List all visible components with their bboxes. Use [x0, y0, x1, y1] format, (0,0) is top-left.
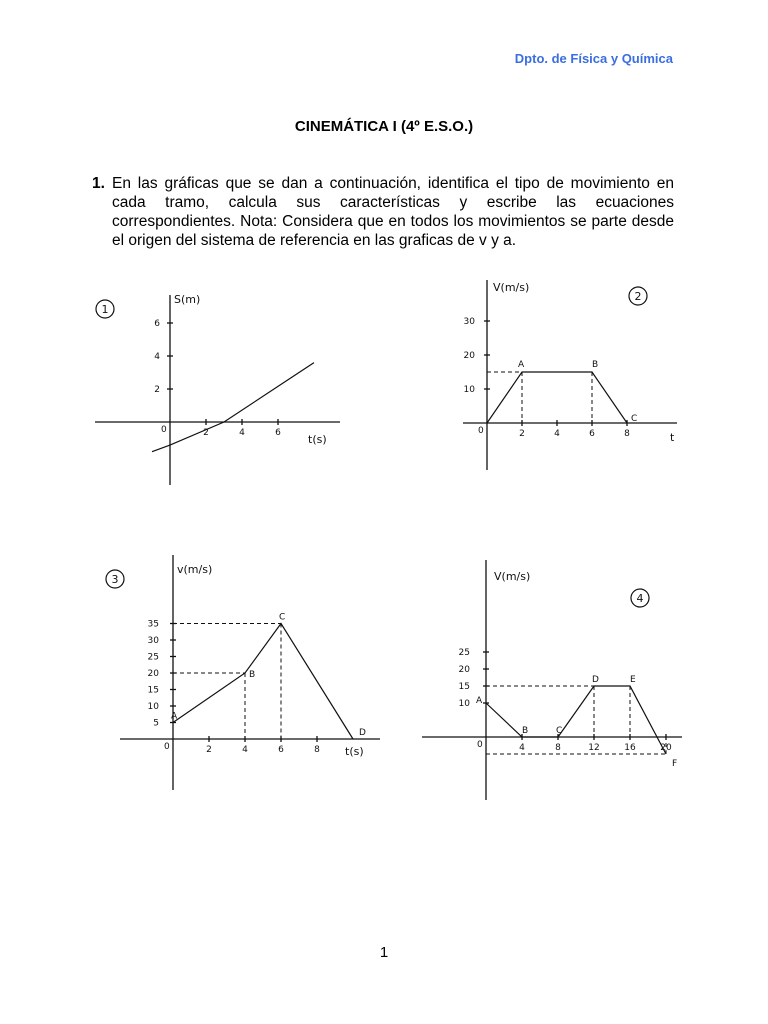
graph-3 [95, 555, 385, 795]
department-header: Dpto. de Física y Química [514, 51, 673, 66]
y-axis-label: V(m/s) [494, 570, 531, 583]
graph-number: 4 [636, 592, 644, 605]
x-tick-label: 4 [554, 429, 560, 439]
point-label-a: A [518, 360, 525, 370]
graph-2 [455, 275, 680, 475]
point-label-b: B [522, 726, 529, 736]
y-tick-label: 10 [147, 702, 159, 712]
question-number: 1. [92, 175, 105, 192]
x-tick-label: 6 [275, 428, 281, 438]
x-tick-label: 6 [278, 745, 284, 755]
y-axis-label: v(m/s) [177, 563, 213, 576]
point-label-d: D [592, 675, 599, 685]
point-label-a: A [171, 711, 178, 722]
origin-label: 0 [164, 742, 170, 752]
origin-label: 0 [161, 425, 167, 435]
y-tick-label: 15 [147, 685, 159, 696]
y-tick-label: 25 [147, 652, 159, 663]
x-tick-label: 2 [203, 428, 209, 438]
y-axis-label: V(m/s) [493, 281, 530, 294]
y-tick-label: 20 [147, 669, 159, 679]
y-tick-label: 20 [463, 351, 475, 361]
page-number: 1 [379, 944, 389, 961]
series-line [173, 624, 353, 740]
point-label-b: B [592, 360, 599, 370]
origin-label: 0 [477, 740, 483, 750]
x-tick-label: 6 [589, 429, 595, 439]
x-tick-label: 8 [555, 743, 561, 753]
y-tick-label: 10 [463, 385, 475, 395]
point-label-a: A [476, 696, 483, 706]
graph-1 [90, 285, 350, 485]
point-label-f: F [672, 759, 678, 769]
point-label-d: D [359, 728, 366, 738]
x-tick-label: 2 [519, 429, 525, 439]
page-title: CINEMÁTICA I (4º E.S.O.) [294, 118, 474, 135]
point-label-c: C [631, 414, 638, 424]
x-tick-label: 12 [588, 743, 600, 753]
series-line [152, 363, 314, 452]
y-tick-label: 5 [153, 718, 159, 729]
x-tick-label: 16 [624, 743, 636, 753]
question-1 [92, 174, 674, 250]
y-tick-label: 6 [154, 319, 160, 329]
y-tick-label: 35 [147, 619, 159, 630]
x-tick-label: 4 [519, 743, 525, 753]
y-tick-label: 25 [458, 648, 470, 658]
x-tick-label: 2 [206, 745, 212, 755]
question-text: En las gráficas que se dan a continuación, identifica el tipo de movimiento en cada tramo, calcula sus características y escribe las ecuaciones correspondientes. Nota: Considera que en todos los movimientos se parte desde el origen del sistema de referencia en las graficas de v y a. [112, 175, 674, 249]
origin-label: 0 [478, 426, 484, 436]
y-tick-label: 4 [154, 352, 160, 362]
y-tick-label: 2 [154, 385, 160, 395]
point-label-c: C [279, 612, 286, 623]
point-label-b: B [249, 670, 256, 680]
graph-number: 3 [111, 573, 119, 586]
y-tick-label: 15 [458, 682, 470, 692]
x-tick-label: 4 [242, 745, 248, 755]
x-tick-label: 8 [314, 745, 320, 755]
x-tick-label: 8 [624, 429, 630, 439]
x-axis-label: t(s) [308, 433, 327, 446]
x-tick-label: 20 [660, 743, 672, 753]
series-line [486, 686, 666, 754]
y-tick-label: 10 [458, 699, 470, 709]
x-tick-label: 4 [239, 428, 245, 438]
y-tick-label: 30 [463, 317, 475, 327]
x-axis-label: t [670, 431, 675, 444]
y-axis-label: S(m) [174, 293, 201, 306]
graph-number: 1 [101, 303, 109, 316]
y-tick-label: 30 [147, 636, 159, 646]
x-axis-label: t(s) [345, 745, 364, 758]
graph-number: 2 [634, 290, 642, 303]
point-label-e: E [630, 675, 636, 685]
series-line [487, 372, 627, 423]
graph-4 [420, 560, 685, 805]
y-tick-label: 20 [458, 665, 470, 675]
point-label-c: C [556, 726, 563, 736]
